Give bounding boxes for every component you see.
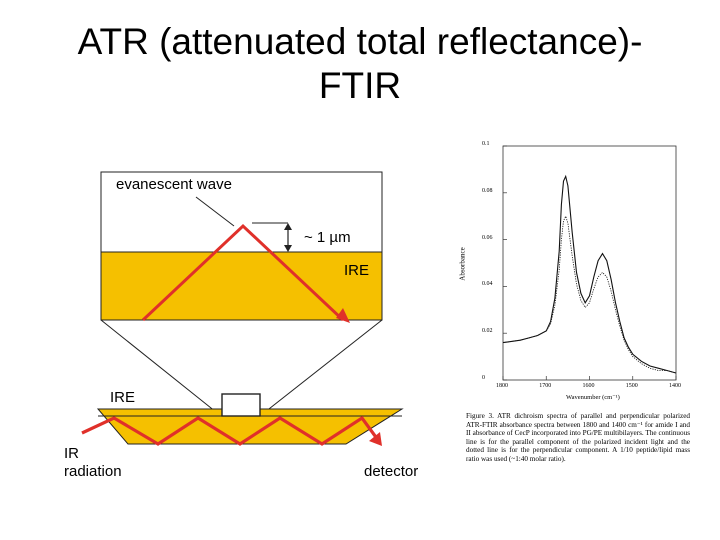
- depth-label: ~ 1 µm: [304, 229, 351, 246]
- ir-radiation-label-1: IR: [64, 445, 79, 462]
- y-axis-label: Absorbance: [458, 247, 467, 281]
- y-tick-label: 0.06: [482, 234, 493, 241]
- y-tick-label: 0: [482, 375, 485, 381]
- series-line-solid: [503, 176, 676, 373]
- ire-label: IRE: [110, 389, 136, 406]
- evanescent-pointer: [196, 197, 234, 226]
- depth-arrow-head-up: [284, 223, 292, 230]
- x-tick-label: 1500: [625, 383, 638, 389]
- x-tick-label: 1700: [539, 383, 552, 389]
- ire-label-magnified: IRE: [344, 262, 370, 279]
- x-tick-label: 1600: [582, 383, 595, 389]
- x-tick-label: 1400: [669, 383, 681, 389]
- y-tick-label: 0.04: [482, 281, 493, 288]
- title-line-2: FTIR: [318, 65, 402, 106]
- detector-label: detector: [364, 463, 419, 480]
- y-tick-label: 0.02: [482, 328, 493, 335]
- figure-caption: Figure 3. ATR dichroism spectra of parallel and perpendicular polarized ATR-FTIR absorbance spectra between 1800 and 1400 cm⁻¹ for amide I and II absorbance of CecP incorporated into PG/PE multibilayers. The continuous line is for the parallel component of the polarized incident light and the dotted line is for the perpendicular component. A 1/10 peptide/lipid mass ratio was used (~1:40 molar ratio).: [466, 412, 690, 463]
- zoom-line-right: [260, 320, 382, 416]
- x-axis-label: Wavenumber (cm⁻¹): [566, 394, 620, 401]
- chart-frame: [503, 146, 676, 380]
- depth-arrow-head-down: [284, 245, 292, 252]
- y-tick-label: 0.1: [482, 141, 490, 147]
- sample: [222, 394, 260, 416]
- title-line-1: ATR (attenuated total reflectance)-: [77, 21, 643, 62]
- ir-radiation-label-2: radiation: [64, 463, 122, 480]
- evanescent-wave-label: evanescent wave: [116, 176, 232, 193]
- ire-crystal-magnified: [101, 252, 382, 320]
- x-tick-label: 1800: [496, 383, 508, 389]
- absorbance-chart: [503, 146, 676, 380]
- y-tick-label: 0.08: [482, 187, 493, 194]
